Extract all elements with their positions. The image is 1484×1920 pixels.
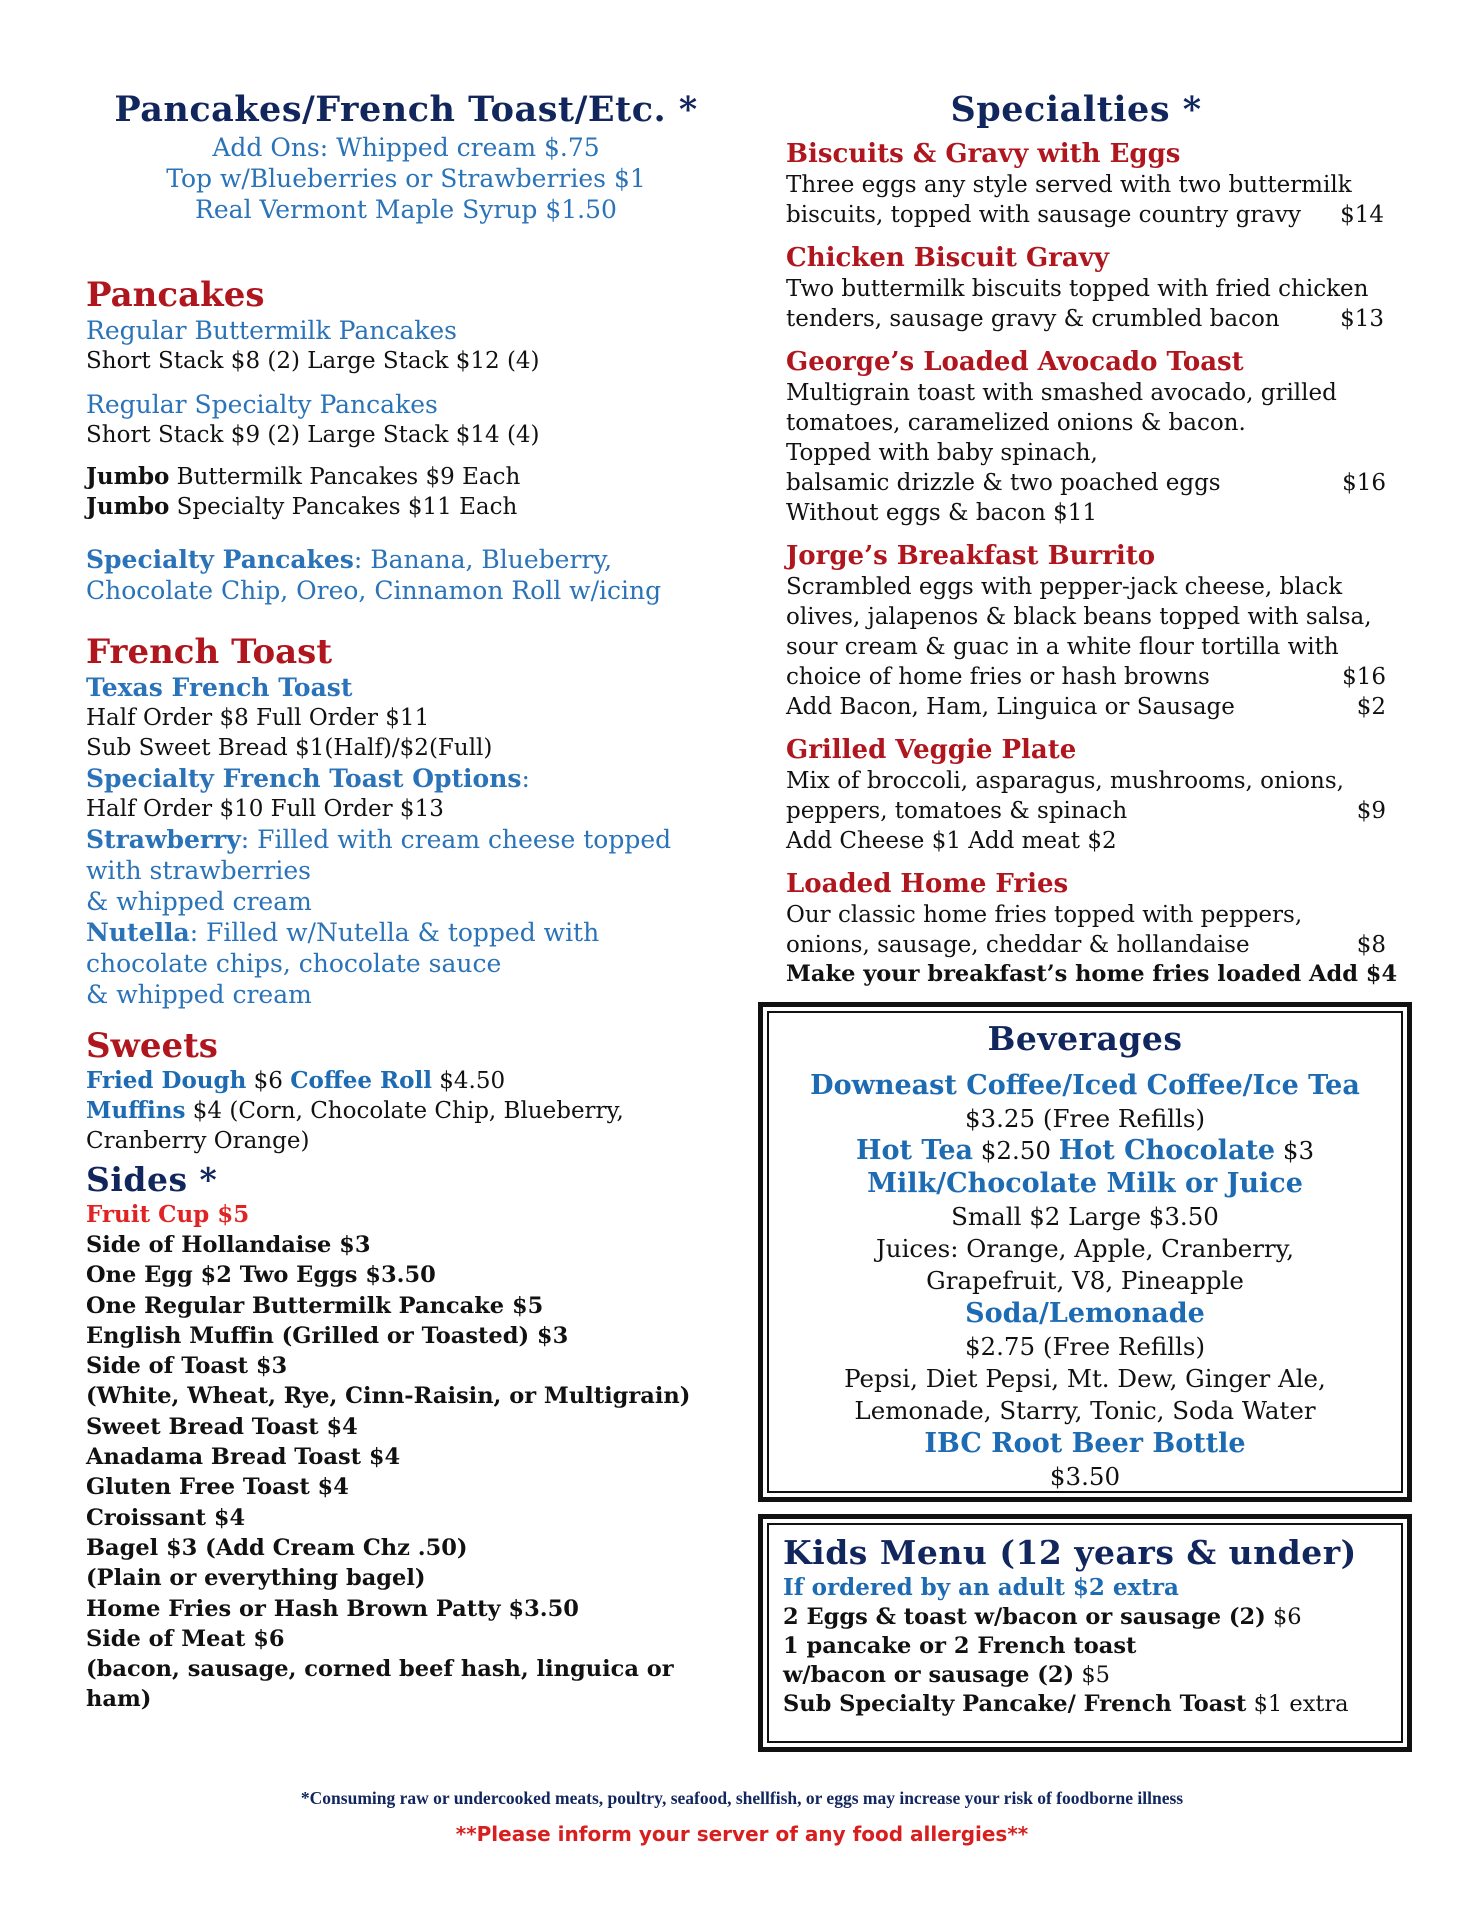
soda: Soda/Lemonade bbox=[965, 1298, 1205, 1329]
strawberry-desc: : Filled with cream cheese topped bbox=[240, 825, 672, 854]
coffee-roll-price: $4.50 bbox=[431, 1068, 506, 1094]
strawberry-desc-2: with strawberries bbox=[86, 856, 311, 885]
jumbo-specialty-text: Specialty Pancakes $11 Each bbox=[169, 494, 518, 520]
left-column bbox=[86, 88, 726, 1715]
nutella-desc-3: & whipped cream bbox=[86, 980, 312, 1009]
addon-line: Add Ons: Whipped cream $.75 bbox=[212, 133, 600, 162]
fried-dough: Fried Dough bbox=[86, 1067, 247, 1094]
chicken-price: $13 bbox=[1340, 306, 1384, 332]
kids-item1-text: 2 Eggs & toast w/bacon or sausage (2) bbox=[783, 1604, 1266, 1630]
burrito-price2: $2 bbox=[1356, 694, 1386, 720]
avocado-line4-row bbox=[786, 468, 1386, 498]
soda-price: $2.75 (Free Refills) bbox=[964, 1332, 1206, 1361]
soda-list-1: Pepsi, Diet Pepsi, Mt. Dew, Ginger Ale, bbox=[844, 1364, 1326, 1393]
kids-menu-box bbox=[758, 1514, 1412, 1752]
specialty-pancakes bbox=[86, 544, 726, 575]
kids-item1 bbox=[783, 1603, 1407, 1632]
foodborne-warning: *Consuming raw or undercooked meats, poultry, seafood, shellfish, or eggs may increase your risk of foodborne illness bbox=[300, 1788, 1184, 1808]
kids-item2-1: 1 pancake or 2 French toast bbox=[783, 1633, 1137, 1659]
beverages-box bbox=[758, 1002, 1412, 1502]
strawberry-desc-3: & whipped cream bbox=[86, 887, 312, 916]
sides-title: Sides * bbox=[86, 1160, 218, 1199]
specialty-french-options bbox=[86, 763, 726, 794]
strawberry-line bbox=[86, 824, 726, 855]
juices-1: Juices: Orange, Apple, Cranberry, bbox=[875, 1234, 1294, 1263]
kids-item2-price: $5 bbox=[1074, 1662, 1110, 1688]
kids-item2 bbox=[783, 1661, 1407, 1690]
side-item: (Plain or everything bagel) bbox=[86, 1565, 426, 1592]
side-item: One Regular Buttermilk Pancake $5 bbox=[86, 1292, 544, 1319]
home-fries-name: Loaded Home Fries bbox=[786, 869, 1069, 899]
coffee-price: $3.25 (Free Refills) bbox=[964, 1104, 1206, 1133]
kids-item3 bbox=[783, 1690, 1407, 1719]
muffins-line bbox=[86, 1096, 726, 1126]
side-item: English Muffin (Grilled or Toasted) $3 bbox=[86, 1322, 569, 1349]
milk: Milk/Chocolate Milk or Juice bbox=[867, 1168, 1303, 1199]
avocado-line2: tomatoes, caramelized onions & bacon. bbox=[786, 410, 1246, 436]
side-item: Sweet Bread Toast $4 bbox=[86, 1413, 358, 1440]
chicken-line1: Two buttermilk biscuits topped with fried chicken bbox=[786, 276, 1369, 302]
veggie-line2-row bbox=[786, 796, 1386, 826]
veggie-plate-name: Grilled Veggie Plate bbox=[786, 735, 1077, 765]
specialty-pancakes-label: Specialty Pancakes bbox=[86, 545, 354, 574]
beverages-title: Beverages bbox=[987, 1019, 1183, 1058]
home-fries-line2-row bbox=[786, 930, 1386, 960]
avocado-line1: Multigrain toast with smashed avocado, grilled bbox=[786, 380, 1337, 406]
biscuits-price: $14 bbox=[1340, 202, 1384, 228]
biscuits-line2: biscuits, topped with sausage country gravy bbox=[786, 202, 1301, 228]
sweets-title: Sweets bbox=[86, 1026, 218, 1066]
side-item: Side of Toast $3 bbox=[86, 1353, 288, 1380]
muffins-desc: $4 (Corn, Chocolate Chip, Blueberry, bbox=[185, 1098, 624, 1124]
texas-french-toast: Texas French Toast bbox=[86, 673, 353, 702]
muffins: Muffins bbox=[86, 1097, 186, 1124]
beverages-content bbox=[763, 1007, 1407, 1493]
specialty-colon: : bbox=[521, 764, 530, 793]
burrito-name: Jorge’s Breakfast Burrito bbox=[786, 541, 1156, 571]
chicken-line2-row bbox=[786, 304, 1384, 334]
chicken-biscuit-name: Chicken Biscuit Gravy bbox=[786, 243, 1109, 273]
home-fries-line3: Make your breakfast’s home fries loaded Add $4 bbox=[786, 961, 1398, 987]
burrito-price: $16 bbox=[1342, 664, 1386, 690]
coffee-roll: Coffee Roll bbox=[290, 1067, 432, 1094]
regular-buttermilk: Regular Buttermilk Pancakes bbox=[86, 316, 458, 345]
avocado-price: $16 bbox=[1342, 470, 1386, 496]
specialty-list: : Banana, Blueberry, bbox=[353, 545, 613, 574]
nutella-line bbox=[86, 917, 726, 948]
side-item: Home Fries or Hash Brown Patty $3.50 bbox=[86, 1595, 579, 1622]
home-fries-line2: onions, sausage, cheddar & hollandaise bbox=[786, 932, 1250, 958]
specialties-title: Specialties * bbox=[950, 89, 1202, 130]
hot-chocolate: Hot Chocolate bbox=[1058, 1135, 1276, 1166]
specialty-french-price: Half Order $10 Full Order $13 bbox=[86, 796, 444, 822]
fried-dough-line bbox=[86, 1066, 726, 1096]
side-item: (bacon, sausage, corned beef hash, linguica or ham) bbox=[86, 1656, 674, 1713]
nutella-desc: : Filled w/Nutella & topped with bbox=[189, 918, 600, 947]
biscuits-gravy-name: Biscuits & Gravy with Eggs bbox=[786, 139, 1181, 169]
fried-dough-price: $6 bbox=[246, 1068, 291, 1094]
jumbo-word: Jumbo bbox=[86, 463, 170, 490]
hot-chocolate-price: $3 bbox=[1275, 1136, 1315, 1165]
side-item: Side of Meat $6 bbox=[86, 1625, 285, 1652]
biscuits-line1: Three eggs any style served with two buttermilk bbox=[786, 172, 1352, 198]
kids-title: Kids Menu (12 years & under) bbox=[783, 1533, 1357, 1572]
right-column bbox=[786, 88, 1398, 989]
kids-item2-text: w/bacon or sausage (2) bbox=[783, 1662, 1075, 1688]
burrito-line5-row bbox=[786, 692, 1386, 722]
burrito-line4: choice of home fries or hash browns bbox=[786, 664, 1210, 690]
fruit-cup: Fruit Cup $5 bbox=[86, 1201, 250, 1228]
avocado-line5: Without eggs & bacon $11 bbox=[786, 500, 1098, 526]
chicken-line2: tenders, sausage gravy & crumbled bacon bbox=[786, 306, 1280, 332]
jumbo-word: Jumbo bbox=[86, 493, 170, 520]
hot-tea: Hot Tea bbox=[855, 1135, 973, 1166]
coffee: Downeast Coffee/Iced Coffee/Ice Tea bbox=[810, 1070, 1360, 1101]
milk-price: Small $2 Large $3.50 bbox=[951, 1202, 1219, 1231]
sub-sweet-bread: Sub Sweet Bread $1(Half)/$2(Full) bbox=[86, 735, 493, 761]
addon-line: Real Vermont Maple Syrup $1.50 bbox=[195, 195, 617, 224]
nutella-label: Nutella bbox=[86, 918, 190, 947]
pancakes-french-toast-title: Pancakes/French Toast/Etc. * bbox=[114, 89, 698, 130]
kids-item3-price: $1 extra bbox=[1246, 1691, 1349, 1717]
jumbo-buttermilk-text: Buttermilk Pancakes $9 Each bbox=[169, 464, 521, 490]
specialty-options-label: Specialty French Toast Options bbox=[86, 764, 522, 793]
regular-buttermilk-price: Short Stack $8 (2) Large Stack $12 (4) bbox=[86, 348, 540, 374]
nutella-desc-2: chocolate chips, chocolate sauce bbox=[86, 949, 502, 978]
ibc-price: $3.50 bbox=[1049, 1462, 1121, 1491]
side-item: Gluten Free Toast $4 bbox=[86, 1474, 349, 1501]
side-item: Bagel $3 (Add Cream Chz .50) bbox=[86, 1534, 468, 1561]
kids-content bbox=[763, 1519, 1407, 1719]
side-item: Anadama Bread Toast $4 bbox=[86, 1444, 401, 1471]
muffins-desc-2: Cranberry Orange) bbox=[86, 1128, 310, 1154]
side-item: Croissant $4 bbox=[86, 1504, 246, 1531]
regular-specialty: Regular Specialty Pancakes bbox=[86, 390, 438, 419]
jumbo-buttermilk bbox=[86, 462, 726, 492]
home-fries-line1: Our classic home fries topped with peppers, bbox=[786, 902, 1303, 928]
biscuits-line2-row bbox=[786, 200, 1384, 230]
jumbo-specialty bbox=[86, 492, 726, 522]
specialty-list-2: Chocolate Chip, Oreo, Cinnamon Roll w/icing bbox=[86, 576, 662, 605]
burrito-line1: Scrambled eggs with pepper-jack cheese, black bbox=[786, 574, 1343, 600]
side-item: (White, Wheat, Rye, Cinn-Raisin, or Multigrain) bbox=[86, 1383, 691, 1410]
kids-adult-note: If ordered by an adult $2 extra bbox=[783, 1574, 1179, 1601]
addons bbox=[86, 132, 726, 225]
juices-2: Grapefruit, V8, Pineapple bbox=[926, 1266, 1244, 1295]
avocado-line3: Topped with baby spinach, bbox=[786, 440, 1098, 466]
french-toast-title: French Toast bbox=[86, 632, 333, 672]
burrito-line3: sour cream & guac in a white flour tortilla with bbox=[786, 634, 1339, 660]
ibc-root-beer: IBC Root Beer Bottle bbox=[924, 1428, 1246, 1459]
home-fries-price: $8 bbox=[1356, 932, 1386, 958]
veggie-line2: peppers, tomatoes & spinach bbox=[786, 798, 1128, 824]
regular-specialty-price: Short Stack $9 (2) Large Stack $14 (4) bbox=[86, 422, 540, 448]
veggie-line1: Mix of broccoli, asparagus, mushrooms, onions, bbox=[786, 768, 1344, 794]
hot-tea-price: $2.50 bbox=[973, 1136, 1059, 1165]
addon-line: Top w/Blueberries or Strawberries $1 bbox=[166, 164, 646, 193]
kids-item3-text: Sub Specialty Pancake/ French Toast bbox=[783, 1691, 1247, 1717]
veggie-line3: Add Cheese $1 Add meat $2 bbox=[786, 828, 1117, 854]
sides-list bbox=[86, 1230, 726, 1715]
veggie-price: $9 bbox=[1356, 798, 1386, 824]
pancakes-title: Pancakes bbox=[86, 275, 265, 315]
side-item: Side of Hollandaise $3 bbox=[86, 1232, 371, 1258]
burrito-line2: olives, jalapenos & black beans topped with salsa, bbox=[786, 604, 1372, 630]
soda-list-2: Lemonade, Starry, Tonic, Soda Water bbox=[854, 1396, 1316, 1425]
strawberry-label: Strawberry bbox=[86, 825, 241, 854]
texas-price: Half Order $8 Full Order $11 bbox=[86, 705, 430, 731]
burrito-line5: Add Bacon, Ham, Linguica or Sausage bbox=[786, 694, 1235, 720]
avocado-toast-name: George’s Loaded Avocado Toast bbox=[786, 347, 1244, 377]
side-item: One Egg $2 Two Eggs $3.50 bbox=[86, 1262, 436, 1289]
burrito-line4-row bbox=[786, 662, 1386, 692]
avocado-line4: balsamic drizzle & two poached eggs bbox=[786, 470, 1221, 496]
hot-tea-line bbox=[763, 1135, 1407, 1167]
allergy-notice: **Please inform your server of any food allergies** bbox=[455, 1822, 1029, 1846]
kids-item1-price: $6 bbox=[1265, 1604, 1302, 1630]
